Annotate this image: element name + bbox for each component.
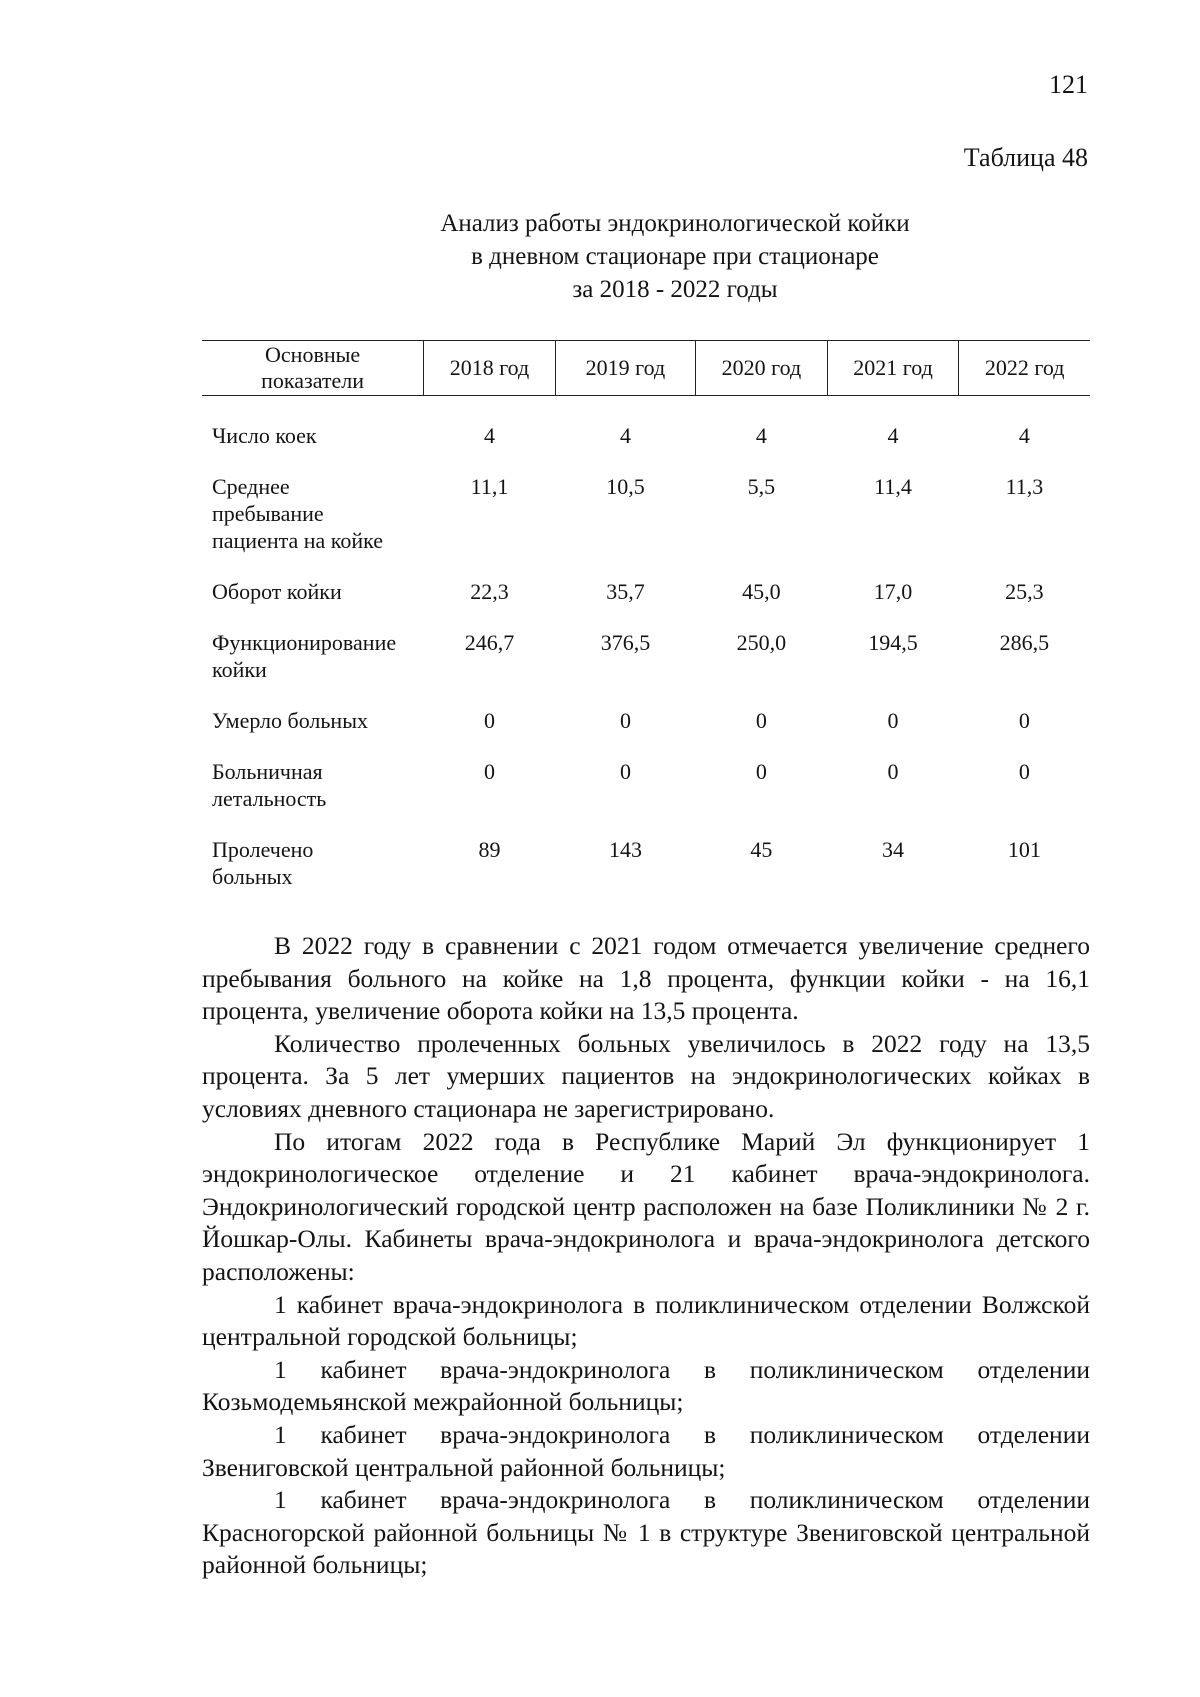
header-year: 2020 год: [696, 341, 828, 396]
table-label: Таблица 48: [963, 143, 1088, 172]
table-cell: 17,0: [873, 579, 913, 604]
paragraph: Количество пролеченных больных увеличилось в 2022 году на 13,5 процента. За 5 лет умерших пациентов на эндокринологических койках в условиях дневного стационара не зарегистрировано.: [202, 1028, 1090, 1123]
table-cell: 246,7: [464, 630, 515, 655]
body-text: [202, 930, 1090, 1582]
statistics-table: [202, 340, 1090, 890]
header-year: 2019 год: [555, 341, 695, 396]
table-cell: 143: [608, 837, 642, 862]
table-cell: 45: [750, 837, 773, 862]
title-line-2: в дневном стационаре при стационаре: [471, 243, 879, 270]
table-cell: 0: [483, 708, 495, 733]
paragraph: По итогам 2022 года в Республике Марий Эл функционирует 1 эндокринологическое отделение и 21 кабинет врача-эндокринолога. Эндокринологический городской центр расположен на базе Поликлиники № 2 г. Йошкар-Олы. Кабинеты врача-эндокринолога и врача-эндокринолога детского расположены:: [202, 1126, 1090, 1286]
table-row: [202, 758, 1090, 812]
row-label: Больничная летальность: [212, 759, 327, 811]
row-label: Функционирование койки: [212, 630, 397, 682]
table-cell: 286,5: [999, 630, 1050, 655]
table-cell: 89: [478, 837, 501, 862]
paragraph: В 2022 году в сравнении с 2021 годом отмечается увеличение среднего пребывания больного на койке на 1,8 процента, функции койки - на 16,1 процента, увеличение оборота койки на 13,5 процента.: [202, 931, 1090, 1026]
row-label: Пролечено больных: [212, 837, 314, 889]
table-row: [202, 578, 1090, 605]
title-line-3: за 2018 - 2022 годы: [572, 276, 778, 303]
table-cell: 11,4: [874, 474, 912, 499]
table-cell: 25,3: [1005, 579, 1044, 604]
table-cell: 0: [887, 708, 899, 733]
table-cell: 10,5: [606, 474, 645, 499]
paragraph: 1 кабинет врача-эндокринолога в поликлиническом отделении Звениговской центральной районной больницы;: [202, 1419, 1090, 1482]
table-row: [202, 707, 1090, 734]
header-indicators: Основные показатели: [261, 342, 365, 393]
table-cell: 22,3: [470, 579, 509, 604]
header-year: 2018 год: [424, 341, 556, 396]
table-cell: 0: [619, 759, 631, 784]
title-line-1: Анализ работы эндокринологической койки: [440, 210, 910, 237]
table-cell: 0: [483, 759, 495, 784]
table-row: [202, 836, 1090, 890]
table-cell: 5,5: [747, 474, 776, 499]
table-cell: 45,0: [742, 579, 781, 604]
row-label: Оборот койки: [212, 579, 342, 604]
table-cell: 250,0: [736, 630, 787, 655]
table-cell: 4: [619, 423, 631, 448]
table-title: [0, 207, 1200, 306]
row-label: Умерло больных: [212, 708, 368, 733]
table-row: [202, 629, 1090, 683]
table-cell: 11,1: [470, 474, 509, 499]
page-number: 121: [1049, 70, 1088, 99]
table-row: [202, 396, 1090, 450]
table-cell: 4: [1018, 423, 1030, 448]
row-label: Среднее пребывание пациента на койке: [212, 474, 384, 553]
table-cell: 0: [1018, 759, 1030, 784]
table-cell: 11,3: [1005, 474, 1044, 499]
row-label: Число коек: [212, 423, 317, 448]
paragraph: 1 кабинет врача-эндокринолога в поликлиническом отделении Козьмодемьянской межрайонной больницы;: [202, 1354, 1090, 1417]
table-cell: 194,5: [868, 630, 918, 655]
table-cell: 4: [887, 423, 899, 448]
table-cell: 4: [483, 423, 495, 448]
table-cell: 4: [755, 423, 767, 448]
paragraph: 1 кабинет врача-эндокринолога в поликлиническом отделении Волжской центральной городской больницы;: [202, 1289, 1090, 1352]
table-cell: 35,7: [606, 579, 645, 604]
header-year: 2021 год: [827, 341, 959, 396]
table-header-row: [202, 341, 1090, 396]
header-year: 2022 год: [959, 341, 1090, 396]
table-cell: 0: [755, 708, 767, 733]
statistics-table-container: [202, 340, 1090, 890]
table-cell: 0: [755, 759, 767, 784]
table-row: [202, 473, 1090, 554]
table-cell: 0: [619, 708, 631, 733]
table-cell: 0: [1018, 708, 1030, 733]
table-cell: 101: [1007, 837, 1041, 862]
paragraph: 1 кабинет врача-эндокринолога в поликлиническом отделении Красногорской районной больницы № 1 в структуре Звениговской центральной районной больницы;: [202, 1485, 1090, 1580]
table-cell: 376,5: [600, 630, 651, 655]
table-cell: 34: [882, 837, 905, 862]
table-cell: 0: [887, 759, 899, 784]
